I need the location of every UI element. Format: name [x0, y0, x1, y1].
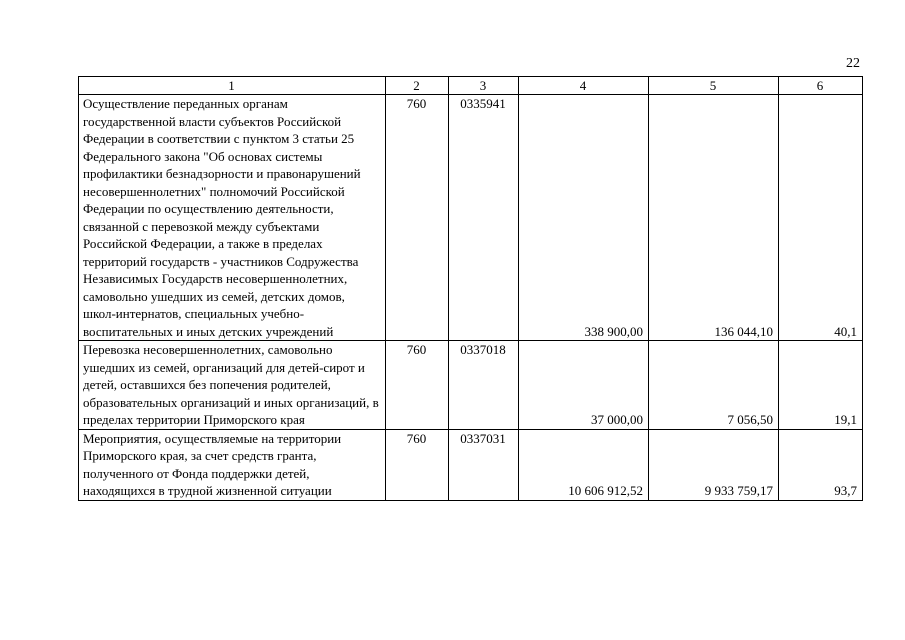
row-col6-value: 19,1 — [779, 341, 863, 430]
page-number: 22 — [846, 56, 860, 71]
row-col4-value: 37 000,00 — [519, 341, 649, 430]
row-target-code: 0337031 — [449, 429, 519, 500]
table-row — [79, 429, 863, 500]
row-target-code: 0335941 — [449, 95, 519, 341]
header-row — [79, 77, 863, 95]
row-col4-value: 338 900,00 — [519, 95, 649, 341]
row-col5-value: 7 056,50 — [649, 341, 779, 430]
table-row — [79, 341, 863, 430]
row-admin-code: 760 — [386, 341, 449, 430]
row-col6-value: 40,1 — [779, 95, 863, 341]
row-col5-value: 136 044,10 — [649, 95, 779, 341]
row-admin-code: 760 — [386, 95, 449, 341]
row-description: Перевозка несовершеннолетних, самовольно ушедших из семей, организаций для детей-сирот и детей, оставшихся без попечения родителей, образовательных организаций и иных организаций, в пределах территории Приморского края — [79, 341, 386, 430]
header-col-6: 6 — [779, 77, 863, 95]
row-description: Осуществление переданных органам государственной власти субъектов Российской Федерации в соответствии с пунктом 3 статьи 25 Федерального закона "Об основах системы профилактики безнадзорности и правонарушений несовершеннолетних" полномочий Российской Федерации по осуществлению деятельности, связанной с перевозкой между субъектами Российской Федерации, а также в пределах территорий государств - участников Содружества Независимых Государств несовершеннолетних, самовольно ушедших из семей, детских домов, школ-интернатов, специальных учебно-воспитательных и иных детских учреждений — [79, 95, 386, 341]
budget-table — [78, 76, 863, 501]
table-row — [79, 95, 863, 341]
header-col-2: 2 — [386, 77, 449, 95]
row-admin-code: 760 — [386, 429, 449, 500]
header-col-3: 3 — [449, 77, 519, 95]
header-col-4: 4 — [519, 77, 649, 95]
row-description: Мероприятия, осуществляемые на территории Приморского края, за счет средств гранта, полученного от Фонда поддержки детей, находящихся в трудной жизненной ситуации — [79, 429, 386, 500]
row-col6-value: 93,7 — [779, 429, 863, 500]
row-col5-value: 9 933 759,17 — [649, 429, 779, 500]
row-col4-value: 10 606 912,52 — [519, 429, 649, 500]
header-col-5: 5 — [649, 77, 779, 95]
row-target-code: 0337018 — [449, 341, 519, 430]
header-col-1: 1 — [79, 77, 386, 95]
